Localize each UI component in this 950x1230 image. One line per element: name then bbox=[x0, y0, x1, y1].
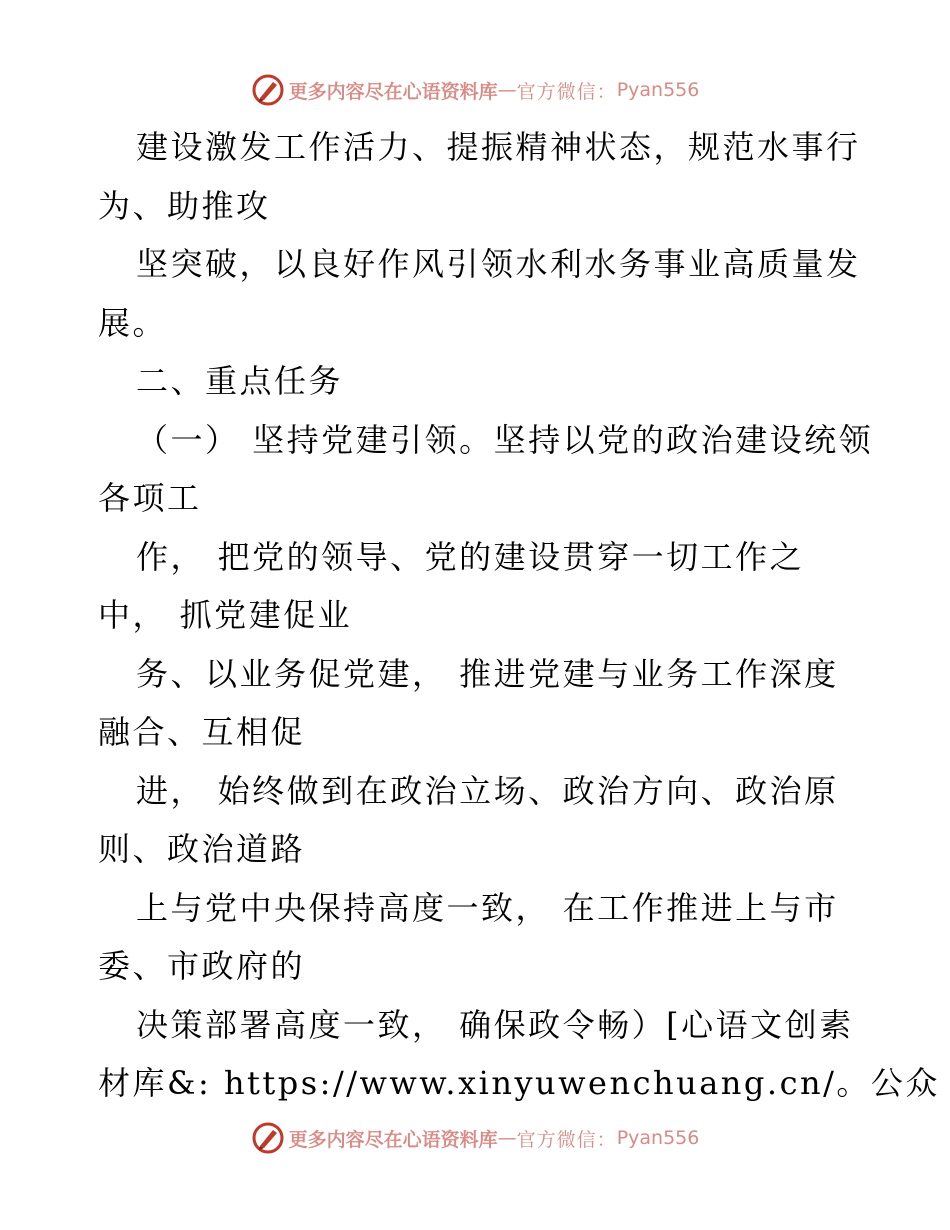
text-line: 建设激发工作活力、提振精神状态，规范水事行 bbox=[136, 128, 861, 166]
text-line: 进， 始终做到在政治立场、政治方向、政治原 bbox=[136, 771, 839, 810]
text-line: 展。 bbox=[98, 303, 168, 342]
text-line: 决策部署高度一致， 确保政令畅）[心语文创素 bbox=[136, 1005, 854, 1044]
pen-circle-logo-icon bbox=[251, 73, 285, 107]
text-line: 委、市政府的 bbox=[98, 947, 306, 985]
text-line: 二、重点任务 bbox=[136, 362, 344, 400]
text-line: 作， 把党的领导、党的建设贯穿一切工作之 bbox=[136, 537, 805, 576]
header-watermark bbox=[0, 70, 950, 110]
watermark-wechat-id: Pyan556 bbox=[616, 1127, 700, 1149]
text-line: 为、助推攻 bbox=[98, 186, 271, 225]
text-line: 中， 抓党建促业 bbox=[98, 596, 353, 634]
text-line: 材库&: https://www.xinyuwenchuang.cn/。公众 bbox=[98, 1064, 940, 1102]
watermark-main-text: 更多内容尽在心语资料库 bbox=[288, 80, 498, 103]
text-line: 融合、互相促 bbox=[98, 713, 306, 751]
watermark-wechat-label: 官方微信： bbox=[516, 1128, 617, 1151]
text-line: 坚突破，以良好作风引领水利水务事业高质量发 bbox=[136, 245, 861, 283]
text-line: （一） 坚持党建引领。坚持以党的政治建设统领 bbox=[136, 420, 874, 459]
watermark-separator: — bbox=[497, 1127, 517, 1149]
watermark-wechat-id: Pyan556 bbox=[616, 79, 700, 101]
text-line: 务、以业务促党建， 推进党建与业务工作深度 bbox=[136, 654, 839, 693]
text-line: 则、政治道路 bbox=[98, 830, 306, 868]
watermark-wechat-label: 官方微信： bbox=[516, 80, 617, 103]
footer-watermark bbox=[0, 1118, 950, 1158]
text-line: 各项工 bbox=[98, 479, 202, 517]
pen-circle-logo-icon bbox=[251, 1121, 285, 1155]
watermark-main-text: 更多内容尽在心语资料库 bbox=[288, 1128, 498, 1151]
text-line: 上与党中央保持高度一致， 在工作推进上与市 bbox=[136, 888, 839, 927]
document-body bbox=[98, 118, 940, 1113]
watermark-separator: — bbox=[497, 79, 517, 101]
